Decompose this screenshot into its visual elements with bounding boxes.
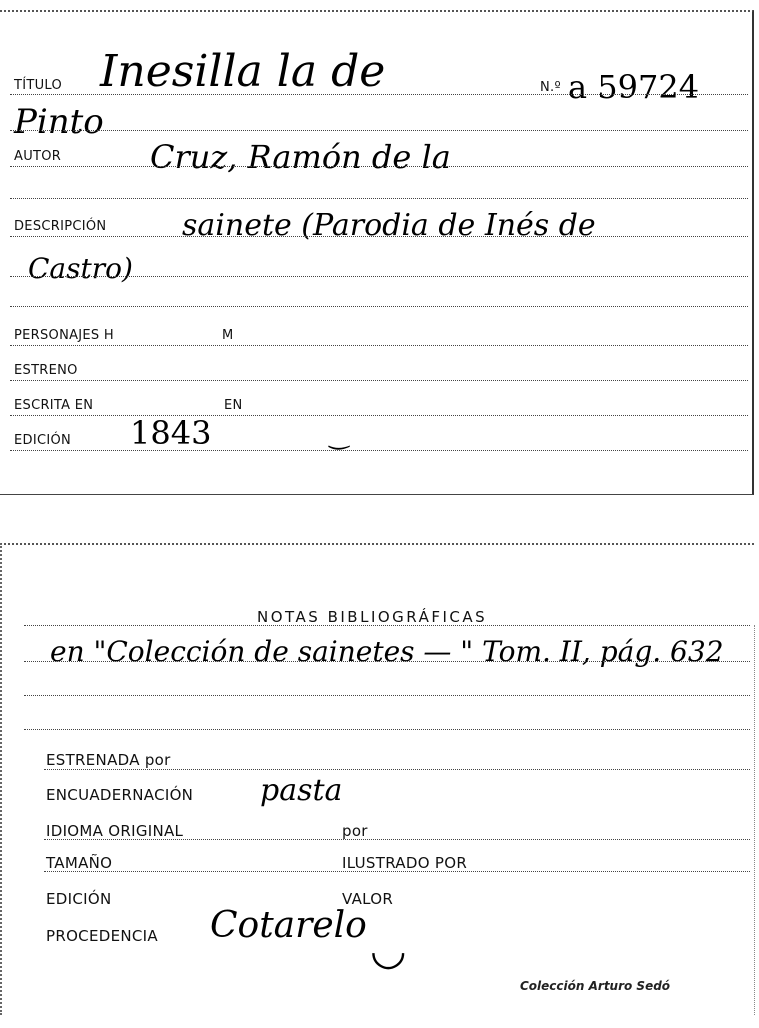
ink-mark: ‿ (330, 422, 350, 450)
coleccion-stamp: Colección Arturo Sedó (520, 979, 671, 993)
titulo-rule (10, 94, 748, 95)
estreno-rule (10, 380, 748, 381)
notas-rule-2 (24, 695, 750, 696)
autor-label: AUTOR (14, 149, 62, 164)
descripcion-value: sainete (Parodia de Inés de (182, 208, 596, 243)
personajes-rule (10, 345, 748, 346)
encuadernacion-label: ENCUADERNACIÓN (46, 786, 194, 804)
notas-heading: NOTAS BIBLIOGRÁFICAS (257, 608, 488, 626)
ink-mark-back: ◡ (370, 925, 407, 974)
escrita-rule (10, 415, 748, 416)
personajes-m-label: M (222, 328, 234, 343)
autor-rule (10, 166, 748, 167)
escrita-label: ESCRITA EN (14, 398, 94, 413)
notas-rule-0 (24, 625, 750, 626)
procedencia-label: PROCEDENCIA (46, 927, 158, 945)
tamano-rule (44, 871, 750, 872)
notas-rule-1 (24, 661, 750, 662)
titulo-value-cont: Pinto (14, 102, 104, 142)
edicion-label: EDICIÓN (14, 433, 72, 448)
numero-label: N.º (540, 80, 561, 95)
card-edge (754, 625, 755, 1015)
notas-value: en "Colección de sainetes — " Tom. II, pág. 632 (50, 635, 724, 668)
escrita-en-label: EN (224, 398, 243, 413)
descripcion-rule-2 (10, 276, 748, 277)
numero-value: a 59724 (568, 68, 700, 106)
descripcion-rule (10, 236, 748, 237)
valor-label: VALOR (342, 890, 394, 908)
descripcion-value-cont: Castro) (28, 252, 133, 285)
catalog-card-back (0, 543, 754, 1015)
edicion-back-label: EDICIÓN (46, 890, 112, 908)
estreno-label: ESTRENO (14, 363, 78, 378)
idioma-por-label: por (342, 822, 368, 840)
estrenada-label: ESTRENADA por (46, 751, 171, 769)
personajes-label: PERSONAJES H (14, 328, 114, 343)
blank-rule-1 (10, 198, 748, 199)
titulo-rule-2 (10, 130, 748, 131)
blank-rule-2 (10, 306, 748, 307)
estrenada-rule (44, 769, 750, 770)
edicion-value: 1843 (130, 414, 212, 452)
descripcion-label: DESCRIPCIÓN (14, 219, 107, 234)
autor-value: Cruz, Ramón de la (150, 138, 451, 176)
titulo-value: Inesilla la de (100, 46, 386, 97)
ilustrado-label: ILUSTRADO POR (342, 854, 468, 872)
titulo-label: TÍTULO (14, 78, 63, 93)
idioma-label: IDIOMA ORIGINAL (46, 822, 184, 840)
procedencia-value: Cotarelo (210, 905, 367, 946)
edicion-rule (10, 450, 748, 451)
idioma-rule (44, 839, 750, 840)
encuadernacion-value: pasta (260, 773, 343, 808)
catalog-card-front (0, 10, 754, 495)
tamano-label: TAMAÑO (46, 854, 113, 872)
notas-rule-3 (24, 729, 750, 730)
